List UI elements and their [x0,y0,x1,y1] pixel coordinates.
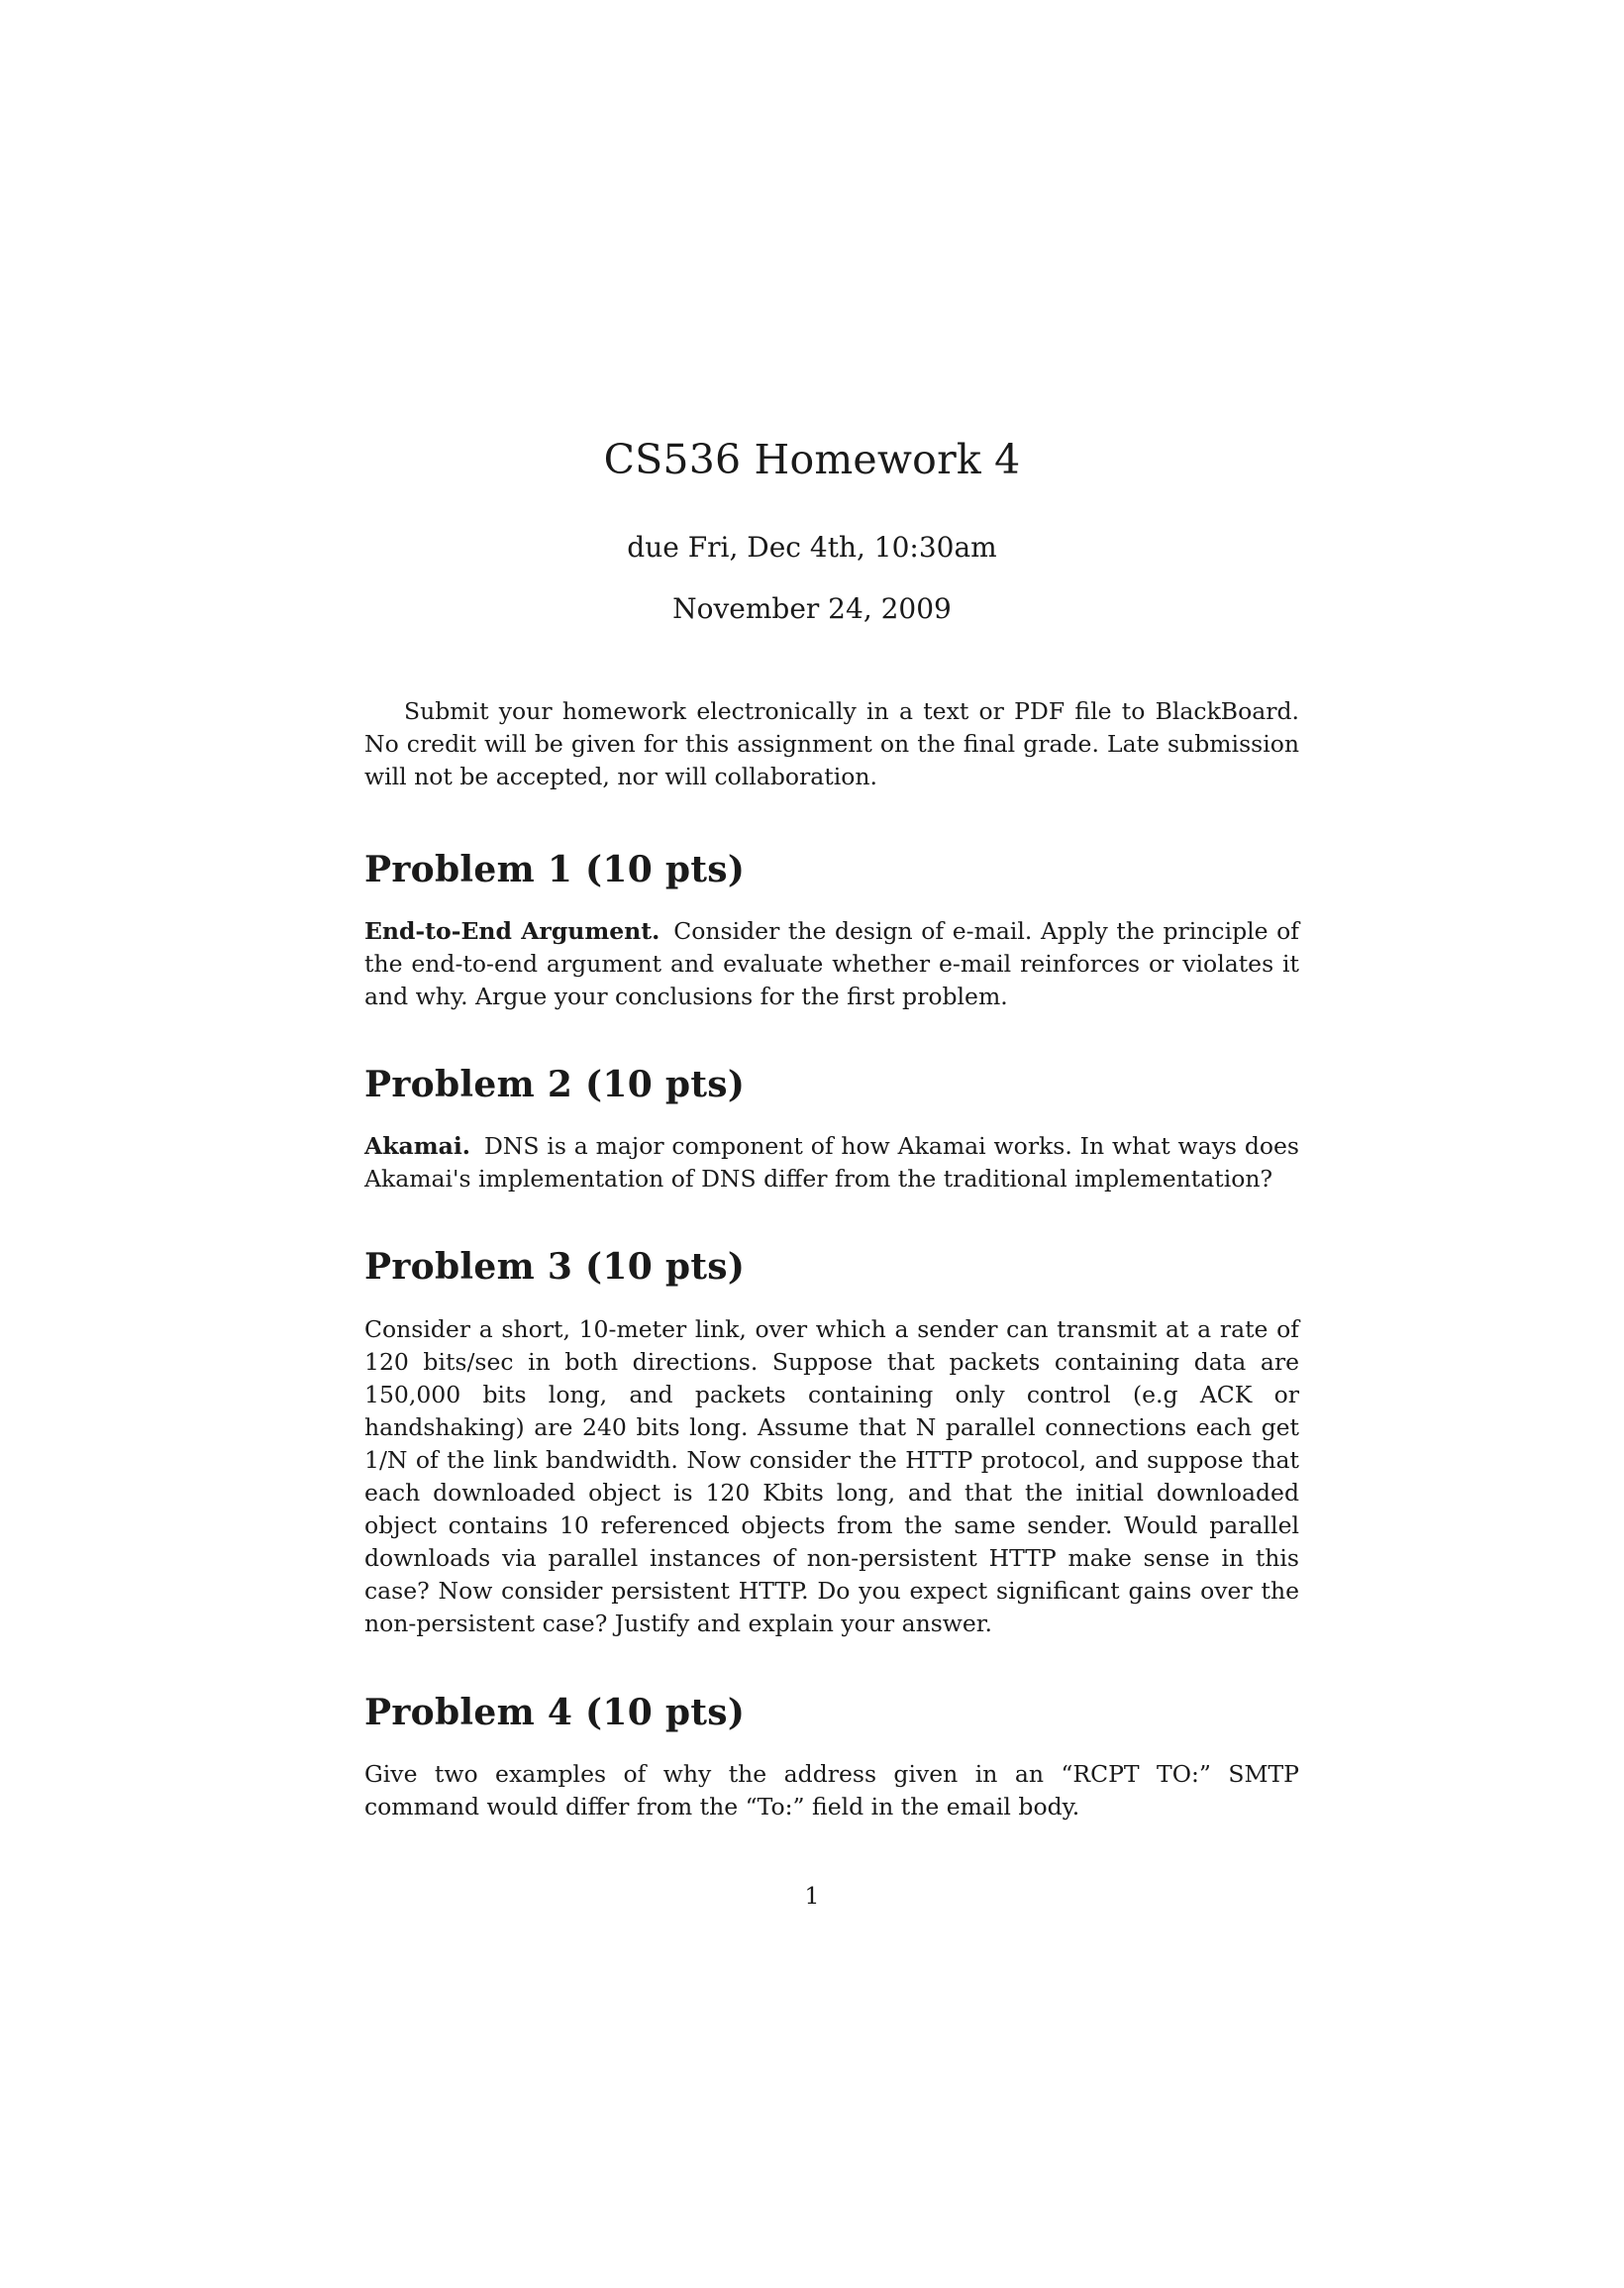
problem-2-heading: Problem 2 (10 pts) [364,1064,746,1105]
document-date: November 24, 2009 [672,592,952,625]
problem-1-lead: End-to-End Argument. [364,917,660,945]
problem-2-lead: Akamai. [364,1132,470,1160]
due-date: due Fri, Dec 4th, 10:30am [627,531,997,564]
problem-4-body: Give two examples of why the address given in an “RCPT TO:” SMTP command would differ from the “To:” field in the email body. [364,1760,1299,1820]
problem-3-body: Consider a short, 10-meter link, over which a sender can transmit at a rate of 120 bits/sec in both directions. Suppose that packets containing data are 150,000 bits long, and packets containing only control (e.g ACK or handshaking) are 240 bits long. Assume that N parallel connections each get 1/N of the link bandwidth. Now consider the HTTP protocol, and suppose that each downloaded object is 120 Kbits long, and that the initial downloaded object contains 10 referenced objects from the same sender. Would parallel downloads via parallel instances of non-persistent HTTP make sense in this case? Now consider persistent HTTP. Do you expect significant gains over the non-persistent case? Justify and explain your answer. [364,1315,1299,1637]
problem-2-body [364,1130,1299,1196]
page-number: 1 [804,1882,820,1910]
problem-4-heading: Problem 4 (10 pts) [364,1692,746,1733]
intro-paragraph: Submit your homework electronically in a text or PDF file to BlackBoard. No credit will be given for this assignment on the final grade. Late submission will not be accepted, nor will collaboration. [364,697,1299,790]
problem-3-heading: Problem 3 (10 pts) [364,1246,746,1288]
problem-1-body [364,915,1299,1013]
problem-1-text: Consider the design of e-mail. Apply the principle of the end-to-end argument and evaluate whether e-mail reinforces or violates it and why. Argue your conclusions for the first problem. [364,917,1299,1010]
problem-1-heading: Problem 1 (10 pts) [364,849,746,890]
document-title: CS536 Homework 4 [603,436,1021,483]
problem-2-text: DNS is a major component of how Akamai works. In what ways does Akamai's implementation of DNS differ from the traditional implementation? [364,1132,1299,1193]
